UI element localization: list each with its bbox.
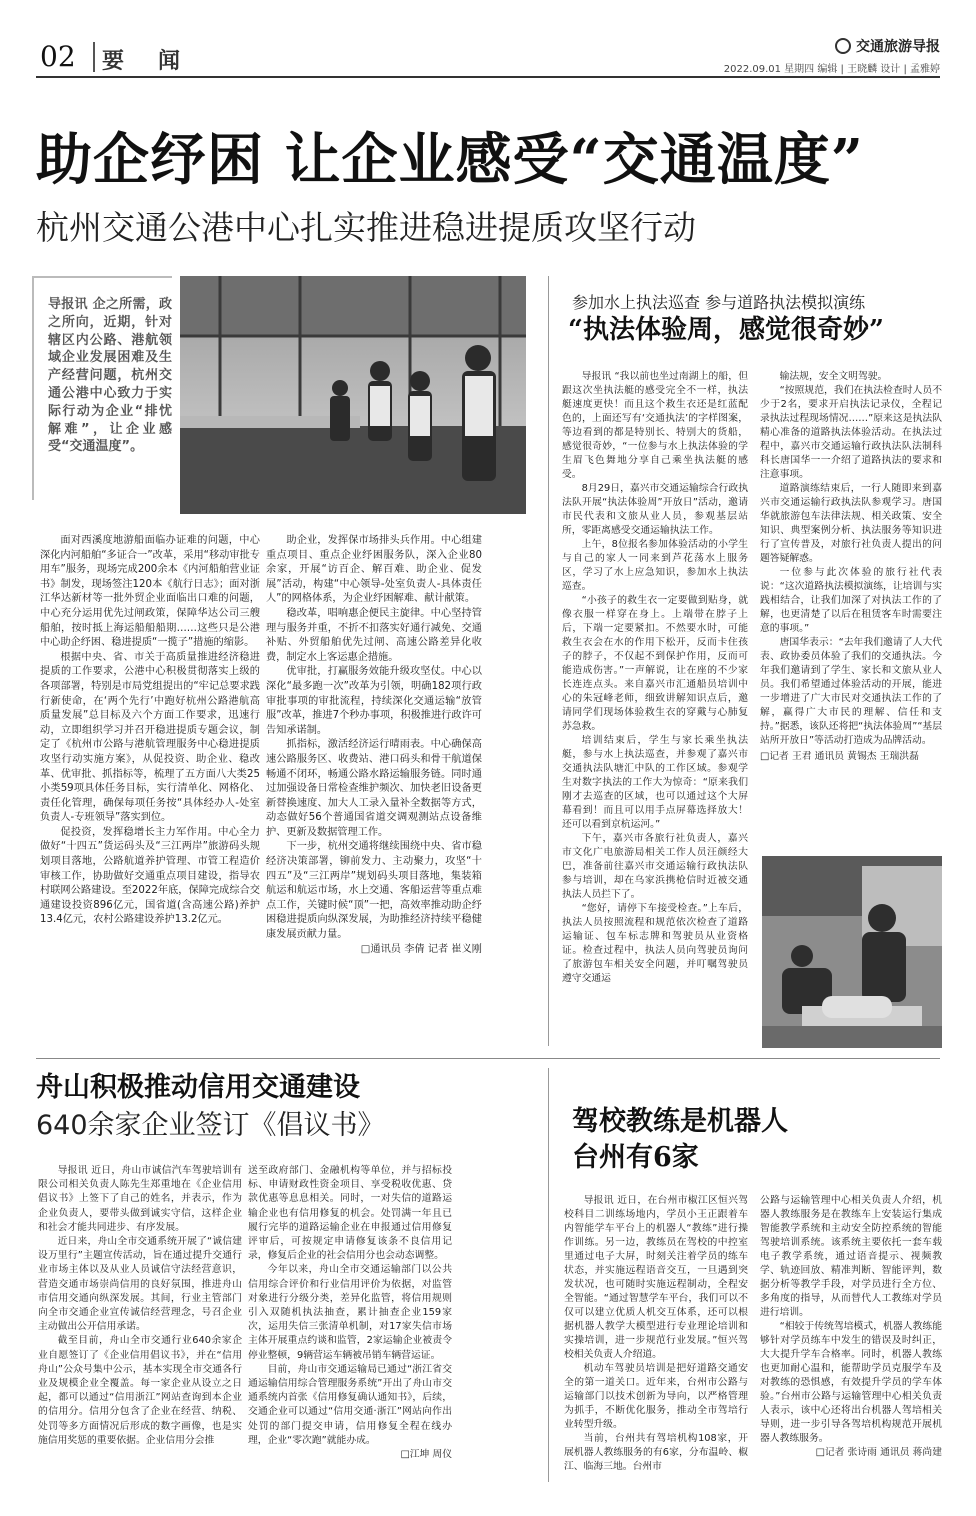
section-label: 要 闻	[102, 49, 187, 74]
zhoushan-headline-1: 舟山积极推动信用交通建设	[36, 1072, 360, 1103]
zhoushan-column-1	[38, 1164, 242, 1448]
lead-paragraph: 助企业，发挥保市场排头兵作用。中心组建重点项目、重点企业纾困服务队，深入企业80余家，开展“访百企、解百难、助企业、促发展”活动，构建“中心领导-处室负责人-具体责任人”的网格体系，为企业纾困解难、献计献策。	[266, 535, 482, 605]
lead-byline: □通讯员 李倩 记者 崔义刚	[360, 943, 482, 955]
taizhou-byline: □记者 张诗雨 通讯员 蒋尚建	[815, 1447, 942, 1458]
law-paragraph: 道路演练结束后，一行人随即来到嘉兴市交通运输行政执法队参观学习。唐国华就旅游包车法律法规、相关政策、安全知识、典型案例分析、执法服务等知识进行了宣传普及，对旅行社负责人提出的问题答疑解惑。	[760, 483, 942, 564]
zhoushan-paragraph: 导报讯 近日，舟山市诚信汽车驾驶培训有限公司相关负责人陈先生郑重地在《企业信用倡议书》上签下了自己的姓名，并表示，作为企业负责人，要带头做到诚实守信，这样企业和社会才能共同进步、有序发展。	[38, 1165, 242, 1233]
lead-headline: 助企纾困 让企业感受“交通温度”	[36, 127, 864, 193]
zhoushan-paragraph: 今年以来，舟山全市交通运输部门以公共信用综合评价和行业信用评价为依据，对监管对象进行分级分类，差异化监管，将信用规则引入双随机执法抽查，累计抽查企业159家次，运用失信三张清单机制，对17家失信市场主体开展重点约谈和监管，2家运输企业被责令停业整顿，9辆营运车辆被吊销车辆营运证。	[248, 1264, 452, 1361]
zhoushan-byline: □江坤 周仪	[400, 1449, 452, 1461]
law-paragraph: 唐国华表示：“去年我们邀请了人大代表、政协委员体验了我们的交通执法。今年我们邀请到了学生、家长和文旅从业人员。我们希望通过体验活动的开展，能进一步增进了广大市民对交通执法工作的了解，赢得广大市民的理解、信任和支持。”据悉，该队还将把“执法体验周”“基层站所开放日”等活动打造成为品牌活动。	[760, 637, 942, 746]
lead-paragraph: 促投资，发挥稳增长主力军作用。中心全力做好“十四五”货运码头及“三江两岸”旅游码头规划项目落地，公路航道养护管理、市管工程造价审核工作，协助做好交通重点项目建设，指导农村联网公路建设。至2022年底，保障完成综合交通建设投资896亿元，国省道(含高速公路)养护13.4亿元，农村公路建设养护13.2亿元。	[40, 826, 260, 926]
lead-paragraph: 面对西溪度地游船面临办证难的问题，中心深化内河船舶“多证合一”改革，采用“移动审批专用车”服务，现场完成200余本《内河船舶营业证书》制发，现场签注120本《航行日志》；面对浙江华达新材等一批外贸企业面临出口难的问题，中心充分运用优先过闸政策，保障华达公司三艘船舶，按时抵上海运船船船期……这些只是公港中心助企纾困、稳进提质“一揽子”措施的缩影。	[40, 535, 260, 649]
law-column-2	[760, 370, 942, 764]
lead-intro-box	[32, 276, 172, 500]
law-kicker: 参加水上执法巡查 参与道路执法模拟演练	[572, 293, 866, 312]
taizhou-paragraph: 当前，台州共有驾培机构108家，开展机器人教练服务的有6家，分布温岭、椒江、临海三地。台州市	[564, 1433, 748, 1472]
law-photo-image	[762, 856, 942, 1048]
lead-paragraph: 稳改革，唱响惠企便民主旋律。中心坚持管理与服务并重，不折不扣落实好通行减免、交通补贴、外贸船舶优先过闸、高速公路差异化收费，制定水上客运惠企措施。	[266, 607, 482, 663]
header-divider	[93, 42, 95, 72]
taizhou-headline-1: 驾校教练是机器人	[572, 1106, 788, 1137]
page-number: 02	[40, 40, 76, 73]
zhoushan-paragraph: 截至目前，舟山全市交通行业640余家企业自愿签订了《企业信用倡议书》，并在“信用舟山”公众号集中公示，基本实现全市交通各行业及规模企业全覆盖。每一家企业从设立之日起，都可以通过“信用浙江”网站查询到本企业的信用分。信用分包含了企业在经营、纳税、处罚等多方面情况后形成的数字画像，也是实施信用奖惩的重要依据。企业信用分会推	[38, 1335, 242, 1446]
law-paragraph: “按照规范，我们在执法检查时人员不少于2名，要求开启执法记录仪，全程记录执法过程现场情况……”原来这是执法队精心准备的道路执法体验活动。在执法过程中，嘉兴市交通运输行政执法队法制科科长唐国华一一介绍了道路执法的要求和注意事项。	[760, 385, 942, 480]
zhoushan-paragraph: 送至政府部门、金融机构等单位，并与招标投标、申请财政性资金项目、享受税收优惠、贷款优惠等息息相关。同时，一对失信的道路运输企业也有信用修复的机会。处罚满一年且已履行完毕的道路运输企业在申报通过信用修复评审后，可按规定申请修复该条不良信用记录，修复后企业的社会信用分也会动态调整。	[248, 1165, 452, 1262]
lead-paragraph: 下一步，杭州交通将继续围绕中央、省市稳经济决策部署，铆前发力、主动聚力，攻坚“十四五”及“三江两岸”规划码头项目落地，集装箱航运和航运市场，水上交通、客船运营等重点难点工作，关键时候“顶”一把，高效率推动助企纾困稳进提质向纵深发展，为助推经济持续平稳健康发展贡献力量。	[266, 841, 482, 941]
dateline: 2022.09.01 星期四 编辑 | 王晓麟 设计 | 孟雅婷	[723, 64, 940, 75]
law-photo	[762, 856, 942, 1048]
taizhou-column-1	[564, 1194, 748, 1474]
taizhou-paragraph: 导报讯 近日，在台州市椒江区恒兴驾校科目二训练场地内，学员小王正跟着车内智能学车平台上的机器人“教练”进行操作训练。另一边，教练员在驾校的中控室里通过电子大屏，时刻关注着学员的练车状态，并实施远程语音交互，一旦遇到突发状况，也可随时实施远程制动，全程安全智能。“通过智慧学车平台，我们可以不仅可以建立优质人机交互体系，还可以根据机器人教学大模型进行专业理论培训和实操培训，进一步规范行业发展。”恒兴驾校相关负责人介绍道。	[564, 1195, 748, 1360]
masthead-logo	[835, 36, 940, 56]
lead-column-1	[40, 534, 260, 928]
law-byline: □记者 王君 通讯员 黄锡杰 王瑞洪磊	[760, 751, 919, 762]
law-paragraph: 上午，8位报名参加体验活动的小学生与自己的家人一同来到芦花荡水上服务区，学习了水上应急知识，参加水上执法巡查。	[562, 539, 748, 592]
paper-name: 交通旅游导报	[856, 39, 940, 55]
zhoushan-paragraph: 近日来，舟山全市交通系统开展了“诚信建设万里行”主题宣传活动，旨在通过提升交通行业市场主体以及从业人员诚信守法经营意识，营造交通市场崇尚信用的良好氛围，推进舟山市信用交通向纵深发展。其间，行业主管部门向全市交通企业宣传诚信经营理念，号召企业主动做出公开信用承诺。	[38, 1236, 242, 1333]
zhoushan-headline-2: 640余家企业签订《倡议书》	[36, 1110, 385, 1141]
section-rule	[36, 1058, 940, 1059]
law-paragraph: 一位参与此次体验的旅行社代表说：“这次道路执法模拟演练，让培训与实践相结合，让我们加深了对执法工作的了解，也更清楚了以后在租赁客车时需要注意的事项。”	[760, 567, 942, 634]
law-paragraph: 输法规，安全文明驾驶。	[779, 371, 888, 382]
taizhou-paragraph: 公路与运输管理中心相关负责人介绍，机器人教练服务是在教练车上安装运行集成智能教学系统和主动安全防控系统的智能驾驶培训系统。该系统主要依托一套车载电子教学系统，通过语音提示、视频教学、轨迹回放、精准判断、智能评判，数据分析等教学手段，对学员进行全方位、多角度的指导，从而替代人工教练对学员进行培训。	[760, 1195, 942, 1318]
taizhou-headline-2: 台州有6家	[572, 1142, 699, 1173]
law-paragraph: “您好，请停下车接受检查。”上车后，执法人员按照流程和规范依次检查了道路运输证、包车标志牌和驾驶员从业资格证。检查过程中，执法人员向驾驶员询问了旅游包车相关安全问题，并叮嘱驾驶员遵守交通运	[562, 903, 748, 984]
lead-column-2	[266, 534, 482, 957]
law-paragraph: 导报讯 “我以前也坐过南湖上的船，但跟这次坐执法艇的感受完全不一样，执法艇速度更快！而且这个救生衣还是红蓝配色的，上面还写有‘交通执法’的字样图案，等边看到的都是特别长、特别大的货船，感觉很奇妙，“一位参与水上执法体验的学生眉飞色舞地分享自己乘坐执法艇的感受。	[562, 371, 748, 480]
logo-icon	[835, 38, 851, 54]
zhoushan-paragraph: 目前，舟山市交通运输局已通过“浙江省交通运输信用综合管理服务系统”开出了舟山市交通系统内首张《信用修复确认通知书》，后续，交通企业可以通过“信用交通·浙江”网站向作出处罚的部门提交申请，信用修复全程在线办理，企业“零次跑”就能办成。	[248, 1363, 452, 1446]
taizhou-paragraph: “相较于传统驾培模式，机器人教练能够针对学员练车中发生的错误及时纠正，大大提升学车合格率。同时，机器人教练也更加耐心温和，能帮助学员克服学车及对教练的恐惧感，有效提升学员的学车体验。”台州市公路与运输管理中心相关负责人表示，该中心还将出台机器人驾培相关导则，进一步引导各驾培机构规范开展机器人教练服务。	[760, 1321, 942, 1444]
column-divider	[548, 1068, 549, 1482]
law-paragraph: 下午，嘉兴市各旅行社负责人，嘉兴市文化广电旅游局相关工作人员汪颜经大巴，准备前往嘉兴市交通运输行政执法队参与培训，却在乌家浜携枪信时近被交通执法人员拦下了。	[562, 833, 748, 900]
header-rule	[36, 76, 940, 78]
lead-paragraph: 抓指标，激活经济运行晴雨表。中心确保高速公路服务区、收费站、港口码头和骨干航道保畅通不闭环，畅通公路水路运输服务链。同时通过加强设备日常检查维护频次、加快老旧设备更新替换速度、加大人工录入量补全数据等方式，动态做好56个普通国省道交调观测站点设备维护、更新及数据管理工作。	[266, 739, 482, 838]
lead-photo	[180, 276, 526, 514]
law-paragraph: 培训结束后，学生与家长乘坐执法艇，参与水上执法巡查，并参观了嘉兴市交通执法队塘汇中队的工作区域。参观学生对数字执法的工作大为惊奇：“原来我们刚才去巡查的区域，也可以通过这个大屏幕看到！而且可以用手点屏幕选择放大！还可以看到京杭运河。”	[562, 735, 748, 830]
law-paragraph: 8月29日，嘉兴市交通运输综合行政执法队开展“执法体验周”开放日”活动，邀请市民代表和文旅从业人员，参观基层站所，零距离感受交通运输执法工作。	[562, 483, 748, 536]
lead-paragraph: 优审批，打赢服务效能升级攻坚仗。中心以深化“最多跑一次”改革为引领，明确182项行政审批事项的审批流程，持续深化交通运输“放管服”改革，推进7个秒办事项，积极推进行政许可告知承诺制。	[266, 666, 482, 736]
taizhou-paragraph: 机动车驾驶员培训是把好道路交通安全的第一道关口。近年来，台州市公路与运输部门以技术创新为导向，以严格管理为抓手，不断优化服务，推动全市驾培行业转型升级。	[564, 1363, 748, 1430]
lead-subheadline: 杭州交通公港中心扎实推进稳进提质攻坚行动	[36, 208, 696, 247]
zhoushan-column-2	[248, 1164, 452, 1462]
law-column-1	[562, 370, 748, 986]
column-divider	[548, 276, 549, 1046]
taizhou-column-2	[760, 1194, 942, 1460]
lead-photo-image	[180, 276, 526, 514]
law-headline: “执法体验周，感觉很奇妙”	[568, 315, 884, 345]
lead-intro: 导报讯 企之所需，政之所向，近期，针对辖区内公路、港航领域企业发展困难及生产经营问题，杭州交通公港中心致力于实际行动为企业“排忧解难”，让企业感受“交通温度”。	[48, 297, 172, 455]
lead-paragraph: 根据中央、省、市关于高质量推进经济稳进提质的工作要求，公港中心积极贯彻落实上级的各项部署，特别是市局党组提出的“牢记总要求践行新使命，在‘两个先行’中跑好杭州公路港航高质量发展”总目标及六个方面工作要求，迅速行动，立即组织学习并召开稳进提质专题会议，制定了《杭州市公路与港航管理服务中心稳进提质攻坚行动实施方案》，从促投资、助企业、稳改革、优审批、抓指标等，梳理了五方面八大类25小类59项具体任务目标，实行清单化、网格化、责任化管理，确保每项任务按“具体经办人-处室负责人-专班领导”落实到位。	[40, 651, 260, 824]
law-paragraph: “小孩子的救生衣一定要做到贴身，就像衣服一样穿在身上。上端带在脖子上后，下端一定要紧扣。不然要水时，可能救生衣会在水的作用下松开，反而卡住孩子的脖子，不仅起不到保护作用，反而可能造成伤害。”一声解说，让在座的不少家长连连点头。来自嘉兴市汇通船员培训中心的朱冠峰老师，细致讲解知识点后，邀请同学们现场体验救生衣的穿戴与心肺复苏急救。	[562, 595, 748, 732]
